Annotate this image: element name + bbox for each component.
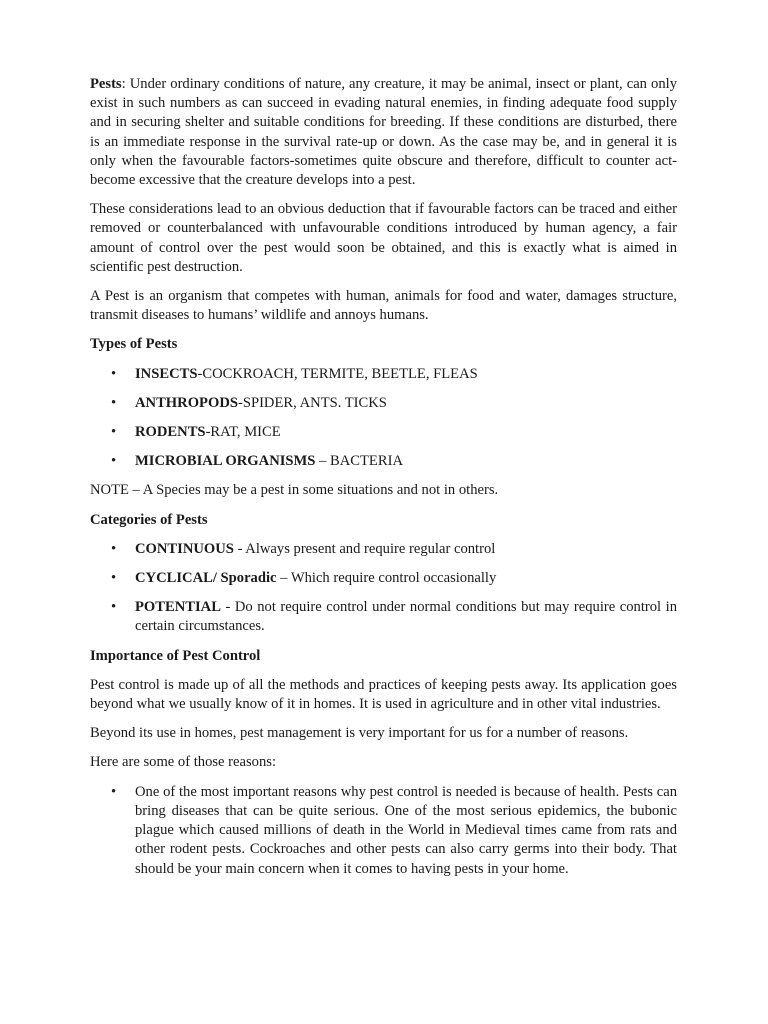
categories-heading: Categories of Pests xyxy=(90,511,208,528)
category-description: - Do not require control under normal conditions but may require control in certain circumstances. xyxy=(135,599,677,635)
deduction-paragraph: These considerations lead to an obvious deduction that if favourable factors can be traced and either removed or counterbalanced with unfavourable conditions introduced by human agency, a fair amount of control over the pest would soon be obtained, and this is exactly what is aimed in scientific pest destruction. xyxy=(90,201,677,275)
reason-text: One of the most important reasons why pest control is needed is because of health. Pests can bring diseases that can be quite serious. One of the most serious epidemics, the bubonic plague which caused millions of death in the World in Medieval times came from rats and other rodent pests. Cockroaches and other pests can also carry germs into their body. That should be your main concern when it comes to having pests in your home. xyxy=(135,783,677,877)
type-examples: – BACTERIA xyxy=(315,453,403,470)
category-name: CONTINUOUS xyxy=(135,540,234,557)
bullet-icon: • xyxy=(111,365,117,382)
document-page xyxy=(90,75,677,889)
definition-paragraph: A Pest is an organism that competes with human, animals for food and water, damages structure, transmit diseases to humans’ wildlife and annoys humans. xyxy=(90,288,677,324)
reasons-list xyxy=(90,783,677,879)
types-list xyxy=(90,365,677,472)
importance-heading: Importance of Pest Control xyxy=(90,647,261,664)
category-name: POTENTIAL xyxy=(135,599,221,616)
categories-list xyxy=(90,540,677,637)
importance-paragraph-1: Pest control is made up of all the methods and practices of keeping pests away. Its application goes beyond what we usually know of it in homes. It is used in agriculture and in other vital industries. xyxy=(90,676,677,713)
bullet-icon: • xyxy=(111,394,117,411)
list-item xyxy=(90,783,677,879)
list-item xyxy=(90,540,677,559)
intro-paragraph xyxy=(90,75,677,190)
type-examples: -RAT, MICE xyxy=(205,424,281,441)
intro-term: Pests xyxy=(90,76,122,92)
intro-text: : Under ordinary conditions of nature, any creature, it may be animal, insect or plant, can only exist in such numbers as can succeed in evading natural enemies, in finding adequate food supply and in securing shelter and suitable conditions for breeding. If these conditions are disturbed, there is an immediate response in the survival rate-up or down. As the case may be, and in general it is only when the favourable factors-sometimes quite obscure and therefore, difficult to counter act-become excessive that the creature develops into a pest. xyxy=(90,76,677,189)
importance-paragraph-2: Beyond its use in homes, pest management is very important for us for a number of reasons. xyxy=(90,725,629,742)
category-description: – Which require control occasionally xyxy=(276,570,497,587)
importance-paragraph-3: Here are some of those reasons: xyxy=(90,754,276,771)
bullet-icon: • xyxy=(111,783,117,800)
type-examples: -SPIDER, ANTS. TICKS xyxy=(237,394,387,411)
category-name: CYCLICAL/ Sporadic xyxy=(135,570,277,587)
list-item xyxy=(90,598,677,636)
type-name: INSECTS xyxy=(135,365,198,382)
note-paragraph: NOTE – A Species may be a pest in some situations and not in others. xyxy=(90,482,499,499)
type-name: ANTHROPODS xyxy=(135,394,238,411)
type-name: MICROBIAL ORGANISMS xyxy=(135,453,316,470)
bullet-icon: • xyxy=(111,570,117,587)
list-item xyxy=(90,452,677,471)
type-name: RODENTS xyxy=(135,424,206,441)
bullet-icon: • xyxy=(111,599,117,616)
types-heading: Types of Pests xyxy=(90,336,178,353)
type-examples: -COCKROACH, TERMITE, BEETLE, FLEAS xyxy=(197,365,478,382)
list-item xyxy=(90,423,677,442)
list-item xyxy=(90,365,677,384)
bullet-icon: • xyxy=(111,424,117,441)
bullet-icon: • xyxy=(111,453,117,470)
list-item xyxy=(90,394,677,413)
bullet-icon: • xyxy=(111,540,117,557)
category-description: - Always present and require regular control xyxy=(233,540,496,557)
list-item xyxy=(90,569,677,588)
